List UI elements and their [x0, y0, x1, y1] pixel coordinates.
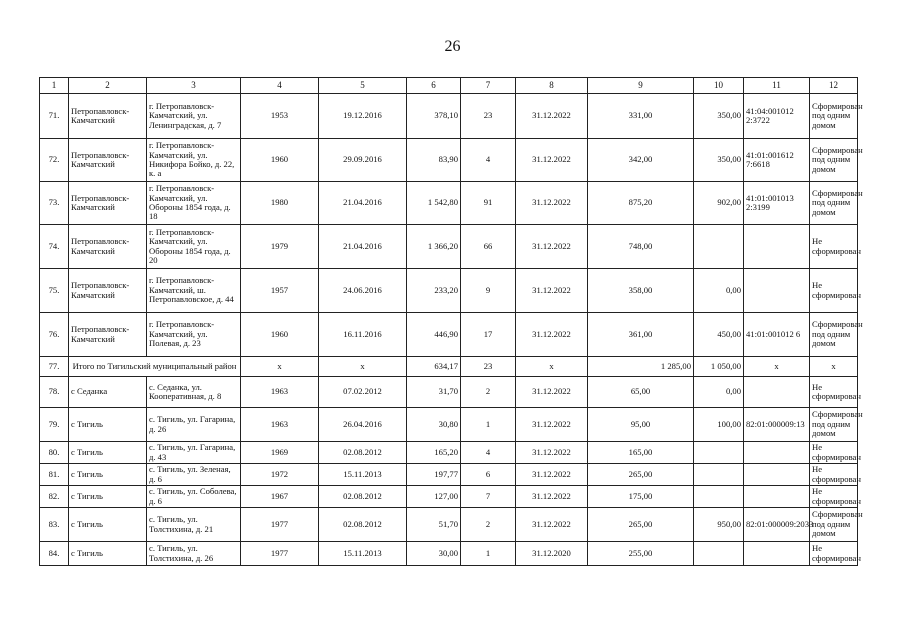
row-number-cell: 84. [40, 542, 69, 566]
deadline-cell: 31.12.2022 [516, 486, 588, 508]
area-norm-cell [694, 442, 744, 464]
area-norm-cell [694, 225, 744, 269]
cadastral-number-cell: 82:01:000009:13 [744, 408, 810, 442]
build-year-cell: 1957 [241, 269, 319, 313]
row-number-cell: 73. [40, 182, 69, 225]
address-cell: г. Петропавловск-Камчатский, ул. Обороны 1854 года, д. 18 [147, 182, 241, 225]
address-cell: г. Петропавловск-Камчатский, ул. Обороны 1854 года, д. 20 [147, 225, 241, 269]
settlement-cell: с Тигиль [69, 542, 147, 566]
cadastral-number-cell: 41:01:001013 2:3199 [744, 182, 810, 225]
area-norm-cell: 0,00 [694, 377, 744, 408]
table-row [40, 442, 858, 464]
deadline-cell: 31.12.2022 [516, 464, 588, 486]
area-norm-cell: 350,00 [694, 94, 744, 139]
settlement-cell: с Тигиль [69, 508, 147, 542]
settlement-cell: с Тигиль [69, 408, 147, 442]
cadastral-number-cell: 41:01:001012 6 [744, 313, 810, 357]
settlement-cell: Петропавловск-Камчатский [69, 269, 147, 313]
area-norm-cell [694, 486, 744, 508]
total-row [40, 357, 858, 377]
address-cell: г. Петропавловск-Камчатский, ул. Никифора Бойко, д. 22, к. а [147, 139, 241, 182]
build-year-cell: 1963 [241, 377, 319, 408]
area-cell: 30,00 [407, 542, 461, 566]
residents-cell: 4 [461, 442, 516, 464]
total-x-cell: x [319, 357, 407, 377]
land-area-cell: 65,00 [588, 377, 694, 408]
build-year-cell: 1960 [241, 139, 319, 182]
land-status-cell: Не сформирован [810, 269, 858, 313]
date-cell: 02.08.2012 [319, 442, 407, 464]
residents-cell: 91 [461, 182, 516, 225]
address-cell: с. Тигиль, ул. Зеленая, д. 6 [147, 464, 241, 486]
land-area-cell: 265,00 [588, 508, 694, 542]
row-number-cell: 81. [40, 464, 69, 486]
table-row [40, 182, 858, 225]
area-norm-cell [694, 542, 744, 566]
deadline-cell: 31.12.2022 [516, 313, 588, 357]
area-cell: 51,70 [407, 508, 461, 542]
total-x-cell: x [241, 357, 319, 377]
area-cell: 446,90 [407, 313, 461, 357]
land-status-cell: Не сформирован [810, 464, 858, 486]
date-cell: 24.06.2016 [319, 269, 407, 313]
area-norm-cell: 350,00 [694, 139, 744, 182]
address-cell: с. Тигиль, ул. Соболева, д. 6 [147, 486, 241, 508]
build-year-cell: 1977 [241, 542, 319, 566]
page-number: 26 [444, 38, 461, 55]
row-number-cell: 75. [40, 269, 69, 313]
residents-cell: 66 [461, 225, 516, 269]
area-cell: 233,20 [407, 269, 461, 313]
cadastral-number-cell: 82:01:000009:2033 [744, 508, 810, 542]
area-norm-cell: 100,00 [694, 408, 744, 442]
cadastral-number-cell [744, 464, 810, 486]
row-number-cell: 74. [40, 225, 69, 269]
table-row [40, 464, 858, 486]
land-status-cell: Сформирован под одним домом [810, 508, 858, 542]
build-year-cell: 1972 [241, 464, 319, 486]
land-area-cell: 342,00 [588, 139, 694, 182]
cadastral-number-cell [744, 377, 810, 408]
date-cell: 26.04.2016 [319, 408, 407, 442]
area-cell: 1 542,80 [407, 182, 461, 225]
land-area-cell: 255,00 [588, 542, 694, 566]
row-number-cell: 76. [40, 313, 69, 357]
table-row [40, 377, 858, 408]
address-cell: с. Тигиль, ул. Гагарина, д. 26 [147, 408, 241, 442]
table-row [40, 269, 858, 313]
header-cell: 6 [407, 78, 461, 94]
date-cell: 02.08.2012 [319, 508, 407, 542]
header-cell: 4 [241, 78, 319, 94]
date-cell: 21.04.2016 [319, 225, 407, 269]
total-x-cell: x [516, 357, 588, 377]
row-number-cell: 80. [40, 442, 69, 464]
build-year-cell: 1969 [241, 442, 319, 464]
residents-cell: 17 [461, 313, 516, 357]
table-row [40, 486, 858, 508]
row-number-cell: 78. [40, 377, 69, 408]
residents-cell: 1 [461, 542, 516, 566]
land-status-cell: Не сформирован [810, 225, 858, 269]
cadastral-number-cell [744, 542, 810, 566]
header-cell: 1 [40, 78, 69, 94]
build-year-cell: 1960 [241, 313, 319, 357]
build-year-cell: 1953 [241, 94, 319, 139]
address-cell: г. Петропавловск-Камчатский, ул. Ленинградская, д. 7 [147, 94, 241, 139]
date-cell: 29.09.2016 [319, 139, 407, 182]
residents-cell: 1 [461, 408, 516, 442]
build-year-cell: 1963 [241, 408, 319, 442]
land-area-cell: 175,00 [588, 486, 694, 508]
land-status-cell: Сформирован под одним домом [810, 313, 858, 357]
land-area-cell: 358,00 [588, 269, 694, 313]
land-status-cell: Не сформирован [810, 486, 858, 508]
area-cell: 127,00 [407, 486, 461, 508]
cadastral-number-cell: 41:01:001612 7:6618 [744, 139, 810, 182]
area-cell: 165,20 [407, 442, 461, 464]
deadline-cell: 31.12.2022 [516, 182, 588, 225]
area-norm-cell: 0,00 [694, 269, 744, 313]
header-cell: 12 [810, 78, 858, 94]
deadline-cell: 31.12.2022 [516, 377, 588, 408]
date-cell: 16.11.2016 [319, 313, 407, 357]
total-label-cell: Итого по Тигильский муниципальный район [69, 357, 241, 377]
address-cell: г. Петропавловск-Камчатский, ш. Петропавловское, д. 44 [147, 269, 241, 313]
header-row [40, 78, 858, 94]
land-area-cell: 165,00 [588, 442, 694, 464]
residents-cell: 4 [461, 139, 516, 182]
date-cell: 15.11.2013 [319, 542, 407, 566]
area-norm-cell [694, 464, 744, 486]
settlement-cell: Петропавловск-Камчатский [69, 139, 147, 182]
settlement-cell: с Седанка [69, 377, 147, 408]
settlement-cell: с Тигиль [69, 486, 147, 508]
date-cell: 19.12.2016 [319, 94, 407, 139]
settlement-cell: Петропавловск-Камчатский [69, 182, 147, 225]
cadastral-number-cell: 41:04:001012 2:3722 [744, 94, 810, 139]
table-row [40, 94, 858, 139]
table-row [40, 225, 858, 269]
address-cell: с. Седанка, ул. Кооперативная, д. 8 [147, 377, 241, 408]
area-cell: 83,90 [407, 139, 461, 182]
residents-cell: 2 [461, 377, 516, 408]
row-number-cell: 77. [40, 357, 69, 377]
table-row [40, 542, 858, 566]
total-x-cell: x [744, 357, 810, 377]
area-cell: 30,80 [407, 408, 461, 442]
table-row [40, 313, 858, 357]
date-cell: 21.04.2016 [319, 182, 407, 225]
deadline-cell: 31.12.2022 [516, 442, 588, 464]
land-status-cell: Сформирован под одним домом [810, 139, 858, 182]
table-row [40, 139, 858, 182]
total-land-area-cell: 1 285,00 [588, 357, 694, 377]
date-cell: 07.02.2012 [319, 377, 407, 408]
total-area-norm-cell: 1 050,00 [694, 357, 744, 377]
table-row [40, 508, 858, 542]
deadline-cell: 31.12.2022 [516, 408, 588, 442]
cadastral-number-cell [744, 486, 810, 508]
residents-cell: 7 [461, 486, 516, 508]
settlement-cell: с Тигиль [69, 442, 147, 464]
header-cell: 8 [516, 78, 588, 94]
build-year-cell: 1980 [241, 182, 319, 225]
land-area-cell: 331,00 [588, 94, 694, 139]
row-number-cell: 79. [40, 408, 69, 442]
settlement-cell: Петропавловск-Камчатский [69, 94, 147, 139]
area-cell: 378,10 [407, 94, 461, 139]
header-cell: 5 [319, 78, 407, 94]
deadline-cell: 31.12.2022 [516, 269, 588, 313]
row-number-cell: 72. [40, 139, 69, 182]
area-norm-cell: 950,00 [694, 508, 744, 542]
header-cell: 2 [69, 78, 147, 94]
header-cell: 11 [744, 78, 810, 94]
land-area-cell: 748,00 [588, 225, 694, 269]
build-year-cell: 1977 [241, 508, 319, 542]
land-area-cell: 361,00 [588, 313, 694, 357]
deadline-cell: 31.12.2022 [516, 225, 588, 269]
address-cell: с. Тигиль, ул. Толстихина, д. 21 [147, 508, 241, 542]
area-norm-cell: 450,00 [694, 313, 744, 357]
total-residents-cell: 23 [461, 357, 516, 377]
housing-table [39, 77, 863, 566]
header-cell: 3 [147, 78, 241, 94]
area-cell: 31,70 [407, 377, 461, 408]
land-status-cell: Сформирован под одним домом [810, 408, 858, 442]
land-status-cell: Не сформирован [810, 442, 858, 464]
build-year-cell: 1979 [241, 225, 319, 269]
land-status-cell: Сформирован под одним домом [810, 94, 858, 139]
land-status-cell: Не сформирован [810, 542, 858, 566]
row-number-cell: 71. [40, 94, 69, 139]
cadastral-number-cell [744, 442, 810, 464]
row-number-cell: 82. [40, 486, 69, 508]
date-cell: 02.08.2012 [319, 486, 407, 508]
settlement-cell: Петропавловск-Камчатский [69, 225, 147, 269]
area-norm-cell: 902,00 [694, 182, 744, 225]
deadline-cell: 31.12.2022 [516, 508, 588, 542]
deadline-cell: 31.12.2022 [516, 94, 588, 139]
cadastral-number-cell [744, 225, 810, 269]
address-cell: г. Петропавловск-Камчатский, ул. Полевая, д. 23 [147, 313, 241, 357]
area-cell: 1 366,20 [407, 225, 461, 269]
address-cell: с. Тигиль, ул. Толстихина, д. 26 [147, 542, 241, 566]
header-cell: 9 [588, 78, 694, 94]
settlement-cell: с Тигиль [69, 464, 147, 486]
total-x-cell: x [810, 357, 858, 377]
header-cell: 7 [461, 78, 516, 94]
table-row [40, 408, 858, 442]
address-cell: с. Тигиль, ул. Гагарина, д. 43 [147, 442, 241, 464]
deadline-cell: 31.12.2020 [516, 542, 588, 566]
deadline-cell: 31.12.2022 [516, 139, 588, 182]
land-status-cell: Не сформирован [810, 377, 858, 408]
row-number-cell: 83. [40, 508, 69, 542]
build-year-cell: 1967 [241, 486, 319, 508]
land-area-cell: 875,20 [588, 182, 694, 225]
land-area-cell: 265,00 [588, 464, 694, 486]
settlement-cell: Петропавловск-Камчатский [69, 313, 147, 357]
area-cell: 197,77 [407, 464, 461, 486]
residents-cell: 2 [461, 508, 516, 542]
date-cell: 15.11.2013 [319, 464, 407, 486]
residents-cell: 23 [461, 94, 516, 139]
residents-cell: 9 [461, 269, 516, 313]
residents-cell: 6 [461, 464, 516, 486]
cadastral-number-cell [744, 269, 810, 313]
land-area-cell: 95,00 [588, 408, 694, 442]
header-cell: 10 [694, 78, 744, 94]
land-status-cell: Сформирован под одним домом [810, 182, 858, 225]
total-area-cell: 634,17 [407, 357, 461, 377]
